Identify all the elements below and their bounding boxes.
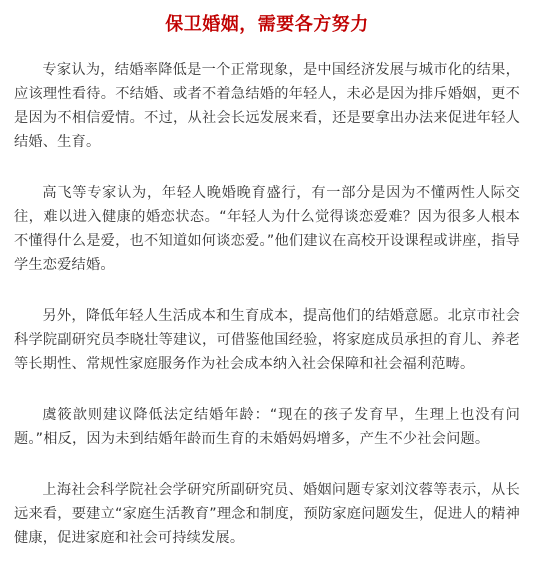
paragraph-4: 虞筱歆则建议降低法定结婚年龄：“现在的孩子发育早，生理上也没有问题。”相反，因为未到结婚年龄而生育的未婚妈妈增多，产生不少社会问题。	[14, 407, 520, 447]
paragraph-3: 另外，降低年轻人生活成本和生育成本，提高他们的结婚意愿。北京市社会科学院副研究员李晓壮等建议，可借鉴他国经验，将家庭成员承担的育儿、养老等长期性、常规性家庭服务作为社会成本纳入社会保障和社会福利范畴。	[14, 308, 520, 372]
article-title: 保卫婚姻，需要各方努力	[165, 14, 369, 35]
paragraph-1: 专家认为，结婚率降低是一个正常现象，是中国经济发展与城市化的结果，应该理性看待。不结婚、或者不着急结婚的年轻人，未必是因为排斥婚姻，更不是因为不相信爱情。不过，从社会长远发展来看，还是要拿出办法来促进年轻人结婚、生育。	[14, 62, 520, 150]
paragraph-5: 上海社会科学院社会学研究所副研究员、婚姻问题专家刘汶蓉等表示，从长远来看，要建立“家庭生活教育”理念和制度，预防家庭问题发生，促进人的精神健康，促进家庭和社会可持续发展。	[14, 482, 520, 546]
paragraph-2: 高飞等专家认为，年轻人晚婚晚育盛行，有一部分是因为不懂两性人际交往，难以进入健康的婚恋状态。“年轻人为什么觉得谈恋爱难？因为很多人根本不懂得什么是爱，也不知道如何谈恋爱。”他们建议在高校开设课程或讲座，指导学生恋爱结婚。	[14, 185, 520, 273]
